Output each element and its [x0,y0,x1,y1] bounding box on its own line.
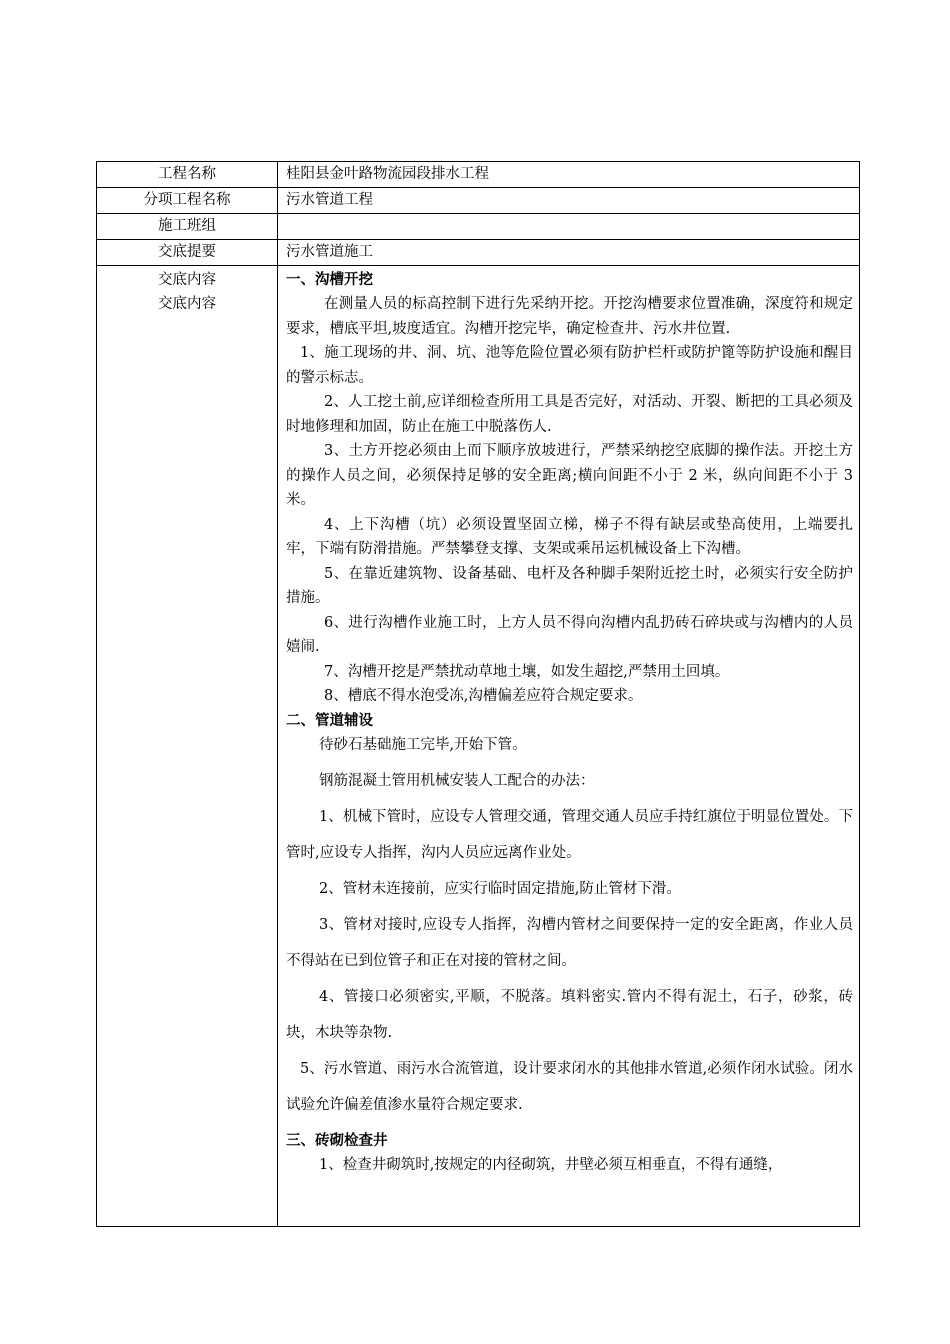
paragraph: 钢筋混凝土管用机械安装人工配合的办法： [319,772,595,789]
paragraph: 4、上下沟槽（坑）必须设置坚固立梯，梯子不得有缺层或垫高使用，上端要扎牢，下端有防滑措施。严禁攀登支撑、支架或乘吊运机械设备上下沟槽。 [286,516,853,557]
paragraph: 3、土方开挖必须由上而下顺序放坡进行，严禁采纳挖空底脚的操作法。开挖土方的操作人员之间，必须保持足够的安全距离;横向间距不小于 2 米，纵向间距不小于 3 米。 [286,443,853,508]
table-row [97,162,860,188]
paragraph: 4、管接口必须密实,平顺，不脱落。填料密实.管内不得有泥土，石子，砂浆，砖块，木块等杂物. [286,988,853,1041]
paragraph: 3、管材对接时,应设专人指挥，沟槽内管材之间要保持一定的安全距离，作业人员不得站在已到位管子和正在对接的管材之间。 [286,916,853,969]
paragraph: 2、人工挖土前,应详细检查所用工具是否完好，对活动、开裂、断把的工具必须及时地修理和加固，防止在施工中脱落伤人. [286,394,853,435]
section-heading: 三、砖砌检查井 [286,1131,388,1149]
table-row [97,214,860,240]
paragraph: 待砂石基础施工完毕,开始下管。 [319,736,527,753]
project-name-label: 工程名称 [97,162,278,188]
table-row [97,240,860,266]
content-label-repeat: 交底内容 [158,296,216,312]
paragraph: 在测量人员的标高控制下进行先采纳开挖。开挖沟槽要求位置准确，深度符和规定要求，槽底平坦,坡度适宜。沟槽开挖完毕，确定检查井、污水井位置. [286,296,853,337]
paragraph: 8、槽底不得水泡受冻,沟槽偏差应符合规定要求。 [324,688,643,704]
sub-project-value: 污水管道工程 [278,188,860,214]
table-row [97,188,860,214]
content-label-cell [97,266,278,1227]
project-name-value: 桂阳县金叶路物流园段排水工程 [278,162,860,188]
content-body [278,266,860,1227]
paragraph: 2、管材未连接前，应实行临时固定措施,防止管材下滑。 [319,880,681,897]
paragraph: 6、进行沟槽作业施工时，上方人员不得向沟槽内乱扔砖石碎块或与沟槽内的人员嬉闹. [286,614,853,655]
sub-project-label: 分项工程名称 [97,188,278,214]
content-label: 交底内容 [158,272,216,288]
paragraph: 1、检查井砌筑时,按规定的内径砌筑，井壁必须互相垂直，不得有通缝， [319,1156,783,1173]
crew-label: 施工班组 [97,214,278,240]
table-row [97,266,860,1227]
paragraph: 1、机械下管时，应设专人管理交通，管理交通人员应手持红旗位于明显位置处。下管时,应设专人指挥，沟内人员应远离作业处。 [286,808,853,861]
paragraph: 5、在靠近建筑物、设备基础、电杆及各种脚手架附近挖土时，必须实行安全防护措施。 [286,565,853,606]
section-heading: 二、管道辅设 [286,711,373,729]
section-heading: 一、沟槽开挖 [286,271,373,288]
paragraph: 5、污水管道、雨污水合流管道，设计要求闭水的其他排水管道,必须作闭水试验。闭水试验允许偏差值渗水量符合规定要求. [286,1060,853,1113]
paragraph: 7、沟槽开挖是严禁扰动草地土壤，如发生超挖,严禁用土回填。 [324,663,730,680]
crew-value [278,214,860,240]
summary-label: 交底提要 [97,240,278,266]
disclosure-table [96,161,860,1227]
paragraph: 1、施工现场的井、洞、坑、池等危险位置必须有防护栏杆或防护篦等防护设施和醒目的警示标志。 [286,345,853,386]
summary-value: 污水管道施工 [278,240,860,266]
